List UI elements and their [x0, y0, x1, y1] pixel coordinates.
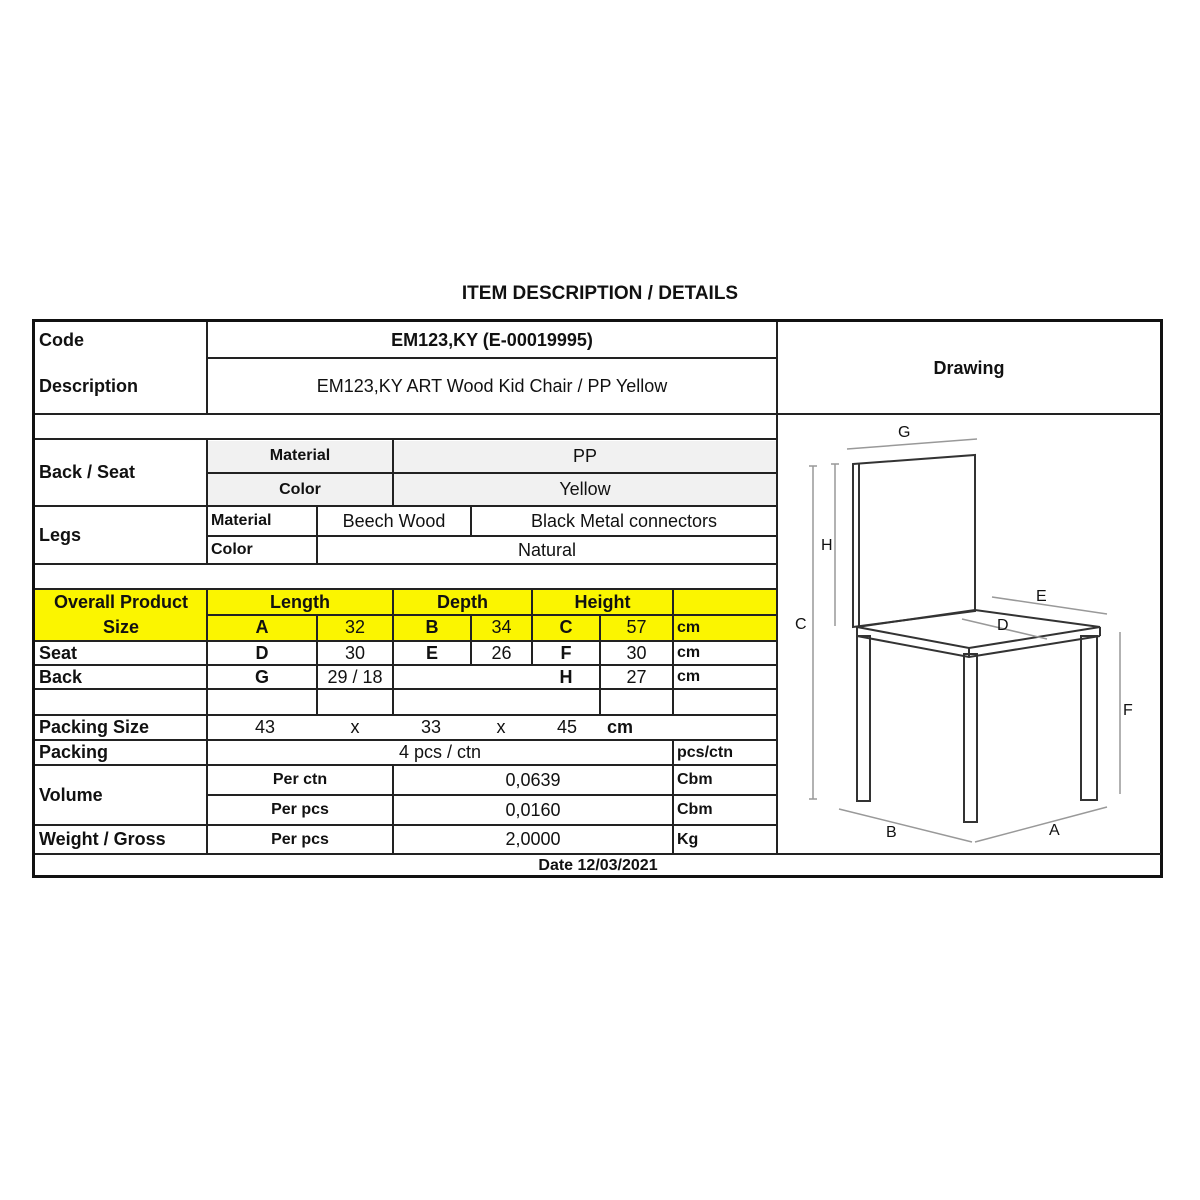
volume-per-ctn-unit: Cbm [677, 771, 713, 788]
seat-label: Seat [39, 642, 78, 663]
dim-g-value: 29 / 18 [327, 666, 383, 687]
dim-d-value: 30 [344, 642, 366, 663]
dim-h-value: 27 [626, 666, 647, 687]
packing-size-unit: cm [606, 717, 633, 737]
height-header: Height [574, 592, 631, 612]
dim-a-letter: A [255, 617, 269, 637]
back-seat-color-label: Color [279, 480, 321, 498]
packing-label: Packing [39, 742, 109, 762]
back-label: Back [39, 666, 83, 687]
packing-value: 4 pcs / ctn [398, 742, 482, 762]
chair-leg-left [857, 636, 870, 801]
chair-leg-front [964, 654, 977, 822]
packing-size-x2: x [496, 717, 506, 737]
seat-unit: cm [677, 644, 701, 661]
weight-unit: Kg [677, 830, 699, 848]
back-unit: cm [677, 668, 701, 685]
legs-color: Natural [517, 539, 577, 560]
page-title: ITEM DESCRIPTION / DETAILS [461, 283, 739, 304]
back-seat-label: Back / Seat [39, 462, 136, 482]
dim-c-value: 57 [626, 617, 647, 637]
dim-a-value: 32 [344, 617, 366, 637]
dim-f-letter: F [560, 642, 572, 663]
dim-e-letter: E [425, 642, 438, 663]
weight-per-pcs-label: Per pcs [271, 830, 329, 848]
weight-value: 2,0000 [505, 829, 561, 849]
spec-sheet [32, 319, 1163, 878]
packing-size-length: 43 [254, 717, 276, 737]
legs-label: Legs [39, 524, 82, 545]
packing-size-x1: x [350, 717, 360, 737]
dim-g-letter: G [254, 666, 269, 687]
overall-label-1: Overall Product [53, 592, 189, 612]
weight-label: Weight / Gross [39, 829, 166, 849]
dim-c-letter: C [559, 617, 573, 637]
dim-b-value: 34 [491, 617, 512, 637]
drawing-letter-f: F [1123, 702, 1133, 719]
volume-per-pcs: 0,0160 [505, 799, 561, 820]
drawing-letter-c: C [795, 616, 807, 633]
volume-per-pcs-unit: Cbm [677, 801, 713, 818]
date-label: Date 12/03/2021 [538, 857, 658, 874]
legs-material: Beech Wood [342, 510, 446, 531]
packing-size-width: 33 [420, 717, 442, 737]
drawing-letter-g: G [898, 424, 911, 441]
drawing-letter-e: E [1036, 588, 1047, 605]
volume-per-pcs-label: Per pcs [271, 801, 329, 818]
overall-label-2: Size [102, 617, 140, 637]
legs-color-label: Color [211, 541, 253, 558]
dim-h-letter: H [559, 666, 573, 687]
dim-e-value: 26 [491, 642, 512, 663]
drawing-letter-a: A [1049, 822, 1060, 839]
back-seat-color: Yellow [559, 479, 611, 499]
volume-per-ctn-label: Per ctn [272, 771, 328, 788]
code-value: EM123,KY (E-00019995) [391, 329, 593, 350]
chair-leg-right [1081, 636, 1097, 800]
description-label: Description [39, 375, 139, 396]
back-seat-material: PP [572, 445, 597, 466]
chair-drawing [777, 414, 1161, 854]
overall-unit: cm [677, 618, 701, 636]
drawing-letter-h: H [821, 537, 833, 554]
dim-d-letter: D [255, 642, 269, 663]
packing-unit: pcs/ctn [677, 743, 734, 761]
drawing-label: Drawing [933, 357, 1005, 378]
chair-drawing-svg [777, 414, 1161, 854]
packing-size-label: Packing Size [39, 717, 150, 737]
legs-connectors: Black Metal connectors [530, 510, 718, 531]
dim-b-letter: B [425, 617, 439, 637]
code-label: Code [39, 329, 84, 350]
dim-f-value: 30 [626, 642, 647, 663]
back-seat-material-label: Material [269, 447, 331, 464]
description-value: EM123,KY ART Wood Kid Chair / PP Yellow [316, 375, 668, 396]
drawing-letter-d: D [997, 617, 1009, 634]
legs-material-label: Material [211, 512, 272, 529]
drawing-letter-b: B [886, 824, 897, 841]
volume-per-ctn: 0,0639 [505, 769, 561, 790]
chair-backrest [853, 455, 975, 627]
depth-header: Depth [437, 592, 488, 612]
volume-label: Volume [39, 784, 103, 805]
packing-size-height: 45 [556, 717, 578, 737]
length-header: Length [270, 592, 330, 612]
